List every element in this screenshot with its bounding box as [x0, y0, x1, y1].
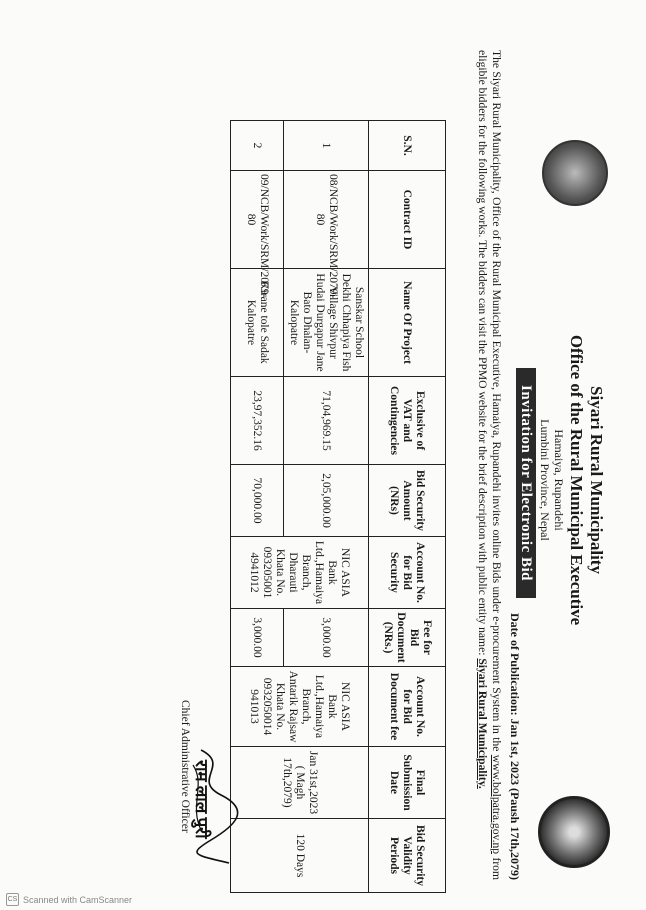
validity-cell: 120 Days — [231, 819, 369, 893]
column-header: S.N. — [369, 121, 446, 171]
intro-paragraph — [475, 50, 503, 880]
table-header-row — [369, 121, 446, 893]
project-cell: Sanskar School Dekhi Chhapiya Fish Village Shivpur Hudai Durgapur Jane Bato Dhalan- Kalopatre — [284, 269, 369, 377]
office-name: Office of the Rural Municipal Executive — [567, 334, 586, 626]
publication-date: Date of Publication: Jan 1st, 2023 (Paush 17th,2079) — [508, 612, 522, 880]
scanner-text: Scanned with CamScanner — [23, 894, 133, 905]
fee-cell: 3,000.00 — [231, 609, 284, 667]
column-header: Name Of Project — [369, 269, 446, 377]
project-cell: Kirane tole Sadak Kalopatre — [231, 269, 284, 377]
intro-text-2: from eligible bidders for the following works. The bidders can visit the PPMO website for the brief description with public entity name: — [476, 50, 503, 880]
serial-cell: 2 — [231, 121, 284, 171]
camscanner-logo-icon: CS — [6, 893, 19, 906]
nepal-emblem-icon — [542, 140, 608, 206]
estimate-cell: 71,04,969.15 — [284, 377, 369, 465]
bid-table — [230, 120, 446, 893]
entity-name: Siyari Rural Municipality. — [476, 658, 489, 789]
bolpatra-link[interactable]: www.bolpatra.gov.np — [490, 754, 503, 855]
column-header: Fee for Bid Document (NRs.) — [369, 609, 446, 667]
location-line-1: Hamaiya, Rupandehi — [552, 429, 566, 531]
column-header: Exclusive of VAT and Contingencies — [369, 377, 446, 465]
contract-id-cell: 08/NCB/Work/SRM/2079-80 — [284, 171, 369, 269]
column-header: Bid Security Amount (NRs) — [369, 465, 446, 537]
serial-cell: 1 — [284, 121, 369, 171]
column-header: Final Submission Date — [369, 747, 446, 819]
column-header: Account No. for Bid Document fee — [369, 667, 446, 747]
notice-title: Invitation for Electronic Bid — [516, 368, 536, 598]
security-cell: 2,05,000.00 — [284, 465, 369, 537]
column-header: Account No. for Bid Security — [369, 537, 446, 609]
contract-id-cell: 09/NCB/Work/SRM/2079-80 — [231, 171, 284, 269]
column-header: Bid Security Validity Periods — [369, 819, 446, 893]
municipality-seal-icon — [538, 796, 610, 868]
fee-account-cell: NIC ASIA Bank Ltd.,Hamaiya Branch, Antarik Rajsaw Khata No. 0932050014 941013 — [231, 667, 369, 747]
scanner-watermark — [6, 893, 132, 906]
submission-date-cell: Jan 31st,2023 ( Magh 17th,2079) — [231, 747, 369, 819]
column-header: Contract ID — [369, 171, 446, 269]
security-cell: 70,000.00 — [231, 465, 284, 537]
estimate-cell: 23,97,352.16 — [231, 377, 284, 465]
signatory-title: Chief Administrative Officer — [179, 700, 191, 833]
security-account-cell: NIC ASIA Bank Ltd.,Hamaiya Branch, Dharauti Khata No. 093205001 4941012 — [231, 537, 369, 609]
location-line-2: Lumbini Province, Nepal — [538, 419, 552, 541]
signature-stamp: राम लाल पुरी — [192, 760, 211, 839]
municipality-name: Siyari Rural Municipality — [587, 386, 606, 574]
table-row — [284, 121, 369, 893]
fee-cell: 3,000.00 — [284, 609, 369, 667]
intro-text-1: The Siyari Rural Municipality, Office of the Rural Municipal Executive, Hamaiya, Rupandehi invites online Bids under e-procurement System in the — [490, 50, 503, 755]
